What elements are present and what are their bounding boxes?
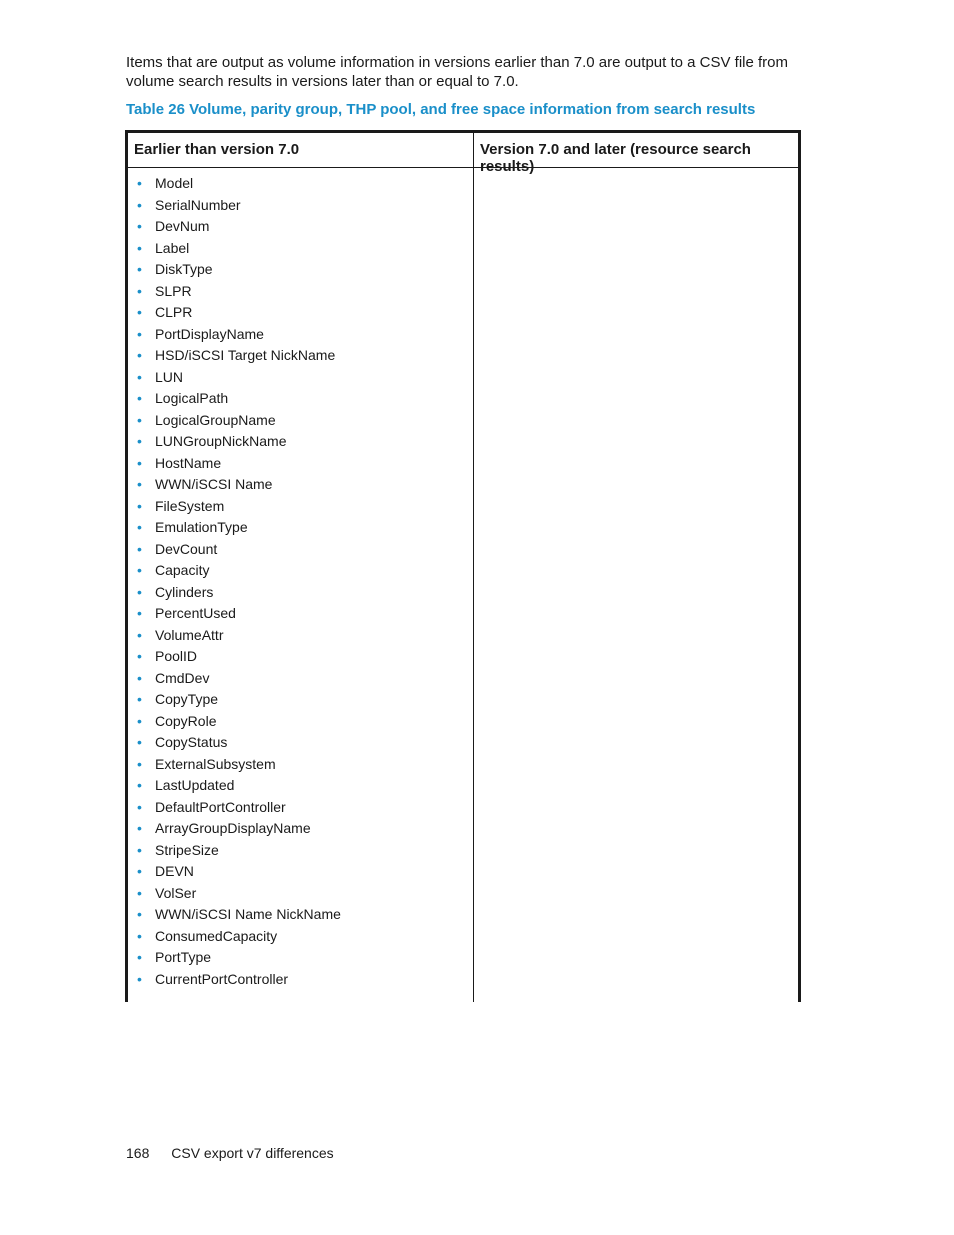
list-item xyxy=(128,754,473,776)
list-item-label: Cylinders xyxy=(155,583,214,600)
bullet-icon: • xyxy=(137,712,142,729)
bullet-icon: • xyxy=(137,648,142,664)
bullet-icon: • xyxy=(137,970,142,987)
bullet-icon: • xyxy=(137,583,142,600)
bullet-icon: • xyxy=(137,304,142,320)
bullet-icon: • xyxy=(137,411,142,428)
bullet-icon: • xyxy=(137,884,142,901)
list-item xyxy=(128,625,473,647)
bullet-icon: • xyxy=(137,820,142,836)
list-item xyxy=(128,947,473,969)
list-item-label: PoolID xyxy=(155,648,198,664)
bullet-icon: • xyxy=(137,755,142,772)
list-item xyxy=(128,797,473,819)
list-item-label: LUN xyxy=(155,368,184,385)
bullet-icon: • xyxy=(137,519,142,535)
list-item xyxy=(128,431,473,453)
bullet-icon: • xyxy=(137,777,142,793)
list-item-label: CmdDev xyxy=(155,669,210,686)
list-item xyxy=(128,410,473,432)
list-item-label: ExternalSubsystem xyxy=(155,755,276,772)
list-item-label: CopyStatus xyxy=(155,734,228,750)
bullet-icon: • xyxy=(137,927,142,944)
bullet-icon: • xyxy=(137,368,142,385)
list-item-label: DevNum xyxy=(155,218,210,234)
header-version-7-and-later: Version 7.0 and later (resource search results) xyxy=(480,141,751,175)
list-item xyxy=(128,345,473,367)
list-item-label: LogicalGroupName xyxy=(155,411,276,428)
list-item xyxy=(128,732,473,754)
bullet-icon: • xyxy=(137,669,142,686)
bullet-icon: • xyxy=(137,196,142,213)
bullet-icon: • xyxy=(137,949,142,965)
list-item-label: FileSystem xyxy=(155,497,225,514)
list-item xyxy=(128,818,473,840)
page-footer xyxy=(126,1144,334,1162)
bullet-icon: • xyxy=(137,282,142,299)
list-item xyxy=(128,689,473,711)
bullet-icon: • xyxy=(137,218,142,234)
list-item xyxy=(128,539,473,561)
list-item-label: SerialNumber xyxy=(155,196,241,213)
list-item-label: ConsumedCapacity xyxy=(155,927,278,944)
list-item-label: CopyType xyxy=(155,691,219,707)
volume-info-table xyxy=(125,130,801,1002)
list-item xyxy=(128,238,473,260)
list-item xyxy=(128,281,473,303)
list-item xyxy=(128,861,473,883)
list-item-label: Model xyxy=(155,175,194,191)
list-item xyxy=(128,302,473,324)
list-item-label: VolSer xyxy=(155,884,197,901)
bullet-icon: • xyxy=(137,841,142,858)
bullet-icon: • xyxy=(137,239,142,256)
bullet-icon: • xyxy=(137,734,142,750)
bullet-icon: • xyxy=(137,325,142,342)
list-item xyxy=(128,517,473,539)
bullet-icon: • xyxy=(137,454,142,471)
list-item xyxy=(128,474,473,496)
intro-paragraph: Items that are output as volume information in versions earlier than 7.0 are output to a CSV file from volume search results in versions later than or equal to 7.0. xyxy=(126,54,788,90)
bullet-icon: • xyxy=(137,175,142,191)
bullet-icon: • xyxy=(137,906,142,922)
list-item xyxy=(128,775,473,797)
list-item xyxy=(128,969,473,991)
bullet-icon: • xyxy=(137,476,142,492)
list-item-label: VolumeAttr xyxy=(155,626,224,643)
list-item xyxy=(128,496,473,518)
bullet-icon: • xyxy=(137,540,142,557)
list-item xyxy=(128,840,473,862)
bullet-icon: • xyxy=(137,605,142,621)
list-item-label: EmulationType xyxy=(155,519,248,535)
list-item xyxy=(128,216,473,238)
list-item-label: StripeSize xyxy=(155,841,219,858)
list-item-label: PercentUsed xyxy=(155,605,236,621)
list-item-label: Capacity xyxy=(155,562,210,578)
list-item-label: DevCount xyxy=(155,540,218,557)
table-body-row xyxy=(128,168,798,1002)
list-item-label: WWN/iSCSI Name xyxy=(155,476,273,492)
earlier-items-cell xyxy=(128,168,474,1002)
list-item-label: HSD/iSCSI Target NickName xyxy=(155,347,336,363)
list-item-label: LUNGroupNickName xyxy=(155,433,287,449)
list-item xyxy=(128,560,473,582)
list-item-label: WWN/iSCSI Name NickName xyxy=(155,906,341,922)
list-item-label: CLPR xyxy=(155,304,193,320)
bullet-icon: • xyxy=(137,626,142,643)
list-item-label: CopyRole xyxy=(155,712,217,729)
list-item xyxy=(128,259,473,281)
bullet-icon: • xyxy=(137,261,142,277)
list-item xyxy=(128,926,473,948)
list-item xyxy=(128,453,473,475)
list-item-label: Label xyxy=(155,239,190,256)
list-item-label: PortDisplayName xyxy=(155,325,264,342)
list-item xyxy=(128,603,473,625)
list-item xyxy=(128,195,473,217)
bullet-icon: • xyxy=(137,390,142,406)
list-item-label: LastUpdated xyxy=(155,777,235,793)
list-item-label: SLPR xyxy=(155,282,192,299)
bullet-icon: • xyxy=(137,691,142,707)
list-item xyxy=(128,883,473,905)
list-item-label: DiskType xyxy=(155,261,213,277)
list-item xyxy=(128,324,473,346)
list-item-label: DefaultPortController xyxy=(155,798,286,815)
header-earlier-than-7: Earlier than version 7.0 xyxy=(128,133,474,167)
footer-section-title: CSV export v7 differences xyxy=(171,1145,334,1161)
list-item-label: HostName xyxy=(155,454,222,471)
list-item xyxy=(128,388,473,410)
bullet-icon: • xyxy=(137,347,142,363)
list-item-label: LogicalPath xyxy=(155,390,229,406)
bullet-icon: • xyxy=(137,798,142,815)
list-item xyxy=(128,646,473,668)
bullet-icon: • xyxy=(137,433,142,449)
list-item-label: ArrayGroupDisplayName xyxy=(155,820,311,836)
list-item-label: CurrentPortController xyxy=(155,970,289,987)
bullet-icon: • xyxy=(137,497,142,514)
earlier-items-list xyxy=(128,168,473,990)
later-items-cell xyxy=(474,168,798,1002)
table-header-row xyxy=(128,133,798,175)
list-item-label: PortType xyxy=(155,949,212,965)
list-item xyxy=(128,668,473,690)
list-item xyxy=(128,904,473,926)
list-item xyxy=(128,173,473,195)
page-number: 168 xyxy=(126,1145,150,1161)
bullet-icon: • xyxy=(137,863,142,879)
list-item-label: DEVN xyxy=(155,863,194,879)
table-caption: Table 26 Volume, parity group, THP pool, and free space information from search results xyxy=(126,101,756,118)
bullet-icon: • xyxy=(137,562,142,578)
list-item xyxy=(128,711,473,733)
list-item xyxy=(128,582,473,604)
list-item xyxy=(128,367,473,389)
